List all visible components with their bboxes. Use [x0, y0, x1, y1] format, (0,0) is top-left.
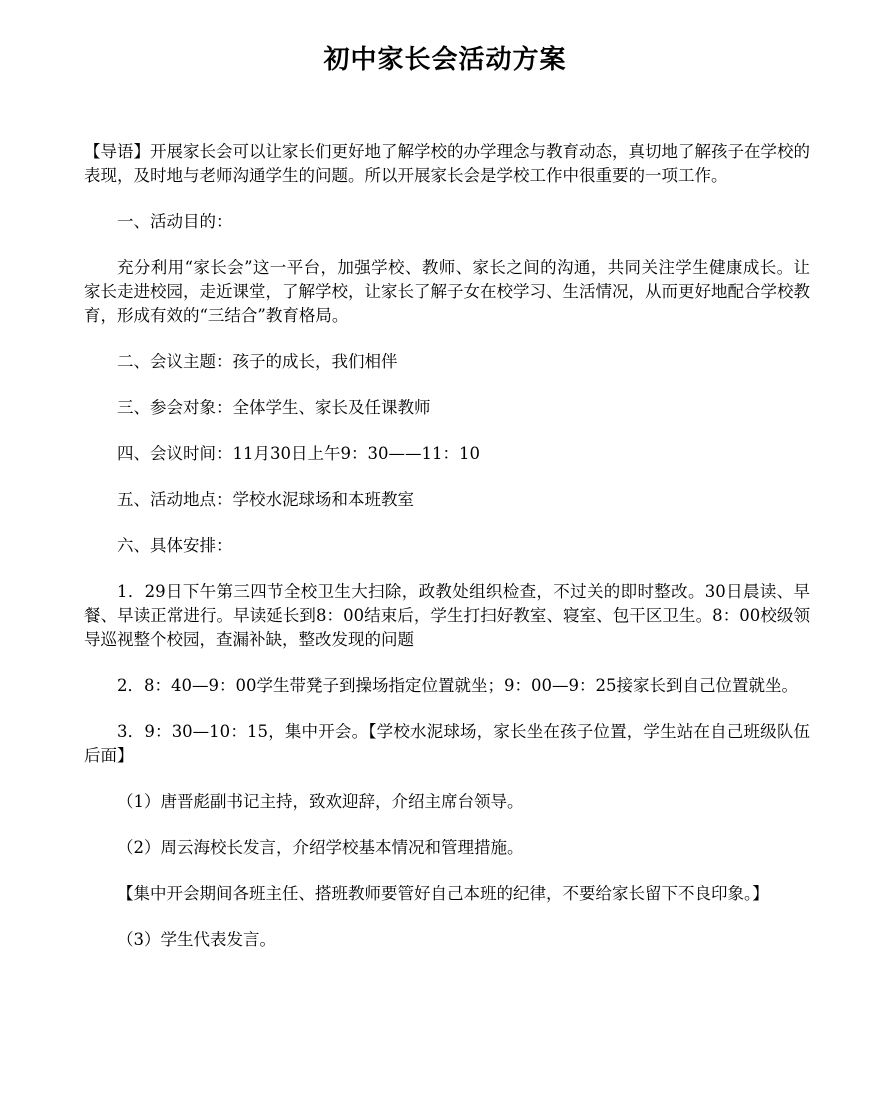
paragraph-note: 【集中开会期间各班主任、搭班教师要管好自己本班的纪律，不要给家长留下不良印象。】	[117, 884, 769, 903]
paragraph-section-5: 五、活动地点：学校水泥球场和本班教室	[117, 490, 414, 509]
paragraph-schedule-1: 1．29日下午第三四节全校卫生大扫除，政教处组织检查，不过关的即时整改。30日晨读、早餐、早读正常进行。早读延长到8：00结束后，学生打扫好教室、寝室、包干区卫生。8：00校级领导巡视整个校园，查漏补缺，整改发现的问题	[84, 582, 810, 649]
paragraph-agenda-2: （2）周云海校长发言，介绍学校基本情况和管理措施。	[117, 838, 524, 857]
paragraph-section-6-heading: 六、具体安排：	[117, 536, 233, 555]
paragraph-section-2: 二、会议主题：孩子的成长，我们相伴	[117, 352, 398, 371]
paragraph-schedule-2: 2．8：40—9：00学生带凳子到操场指定位置就坐；9：00—9：25接家长到自己位置就坐。	[117, 676, 798, 695]
paragraph-intro: 【导语】开展家长会可以让家长们更好地了解学校的办学理念与教育动态，真切地了解孩子在学校的表现，及时地与老师沟通学生的问题。所以开展家长会是学校工作中很重要的一项工作。	[84, 142, 810, 185]
paragraph-agenda-3: （3）学生代表发言。	[117, 930, 276, 949]
paragraph-agenda-1: （1）唐晋彪副书记主持，致欢迎辞，介绍主席台领导。	[117, 792, 524, 811]
paragraph-section-1-heading: 一、活动目的：	[117, 212, 233, 231]
paragraph-section-4: 四、会议时间：11月30日上午9：30——11：10	[117, 444, 480, 463]
paragraph-section-1-body: 充分利用“家长会”这一平台，加强学校、教师、家长之间的沟通，共同关注学生健康成长。让家长走进校园，走近课堂，了解学校，让家长了解子女在校学习、生活情况，从而更好地配合学校教育，形成有效的“三结合”教育格局。	[84, 258, 810, 325]
paragraph-section-3: 三、参会对象：全体学生、家长及任课教师	[117, 398, 431, 417]
paragraph-schedule-3: 3．9：30—10：15，集中开会。【学校水泥球场，家长坐在孩子位置，学生站在自己班级队伍后面】	[84, 722, 810, 765]
document-body	[84, 140, 810, 974]
document-title: 初中家长会活动方案	[323, 45, 567, 75]
